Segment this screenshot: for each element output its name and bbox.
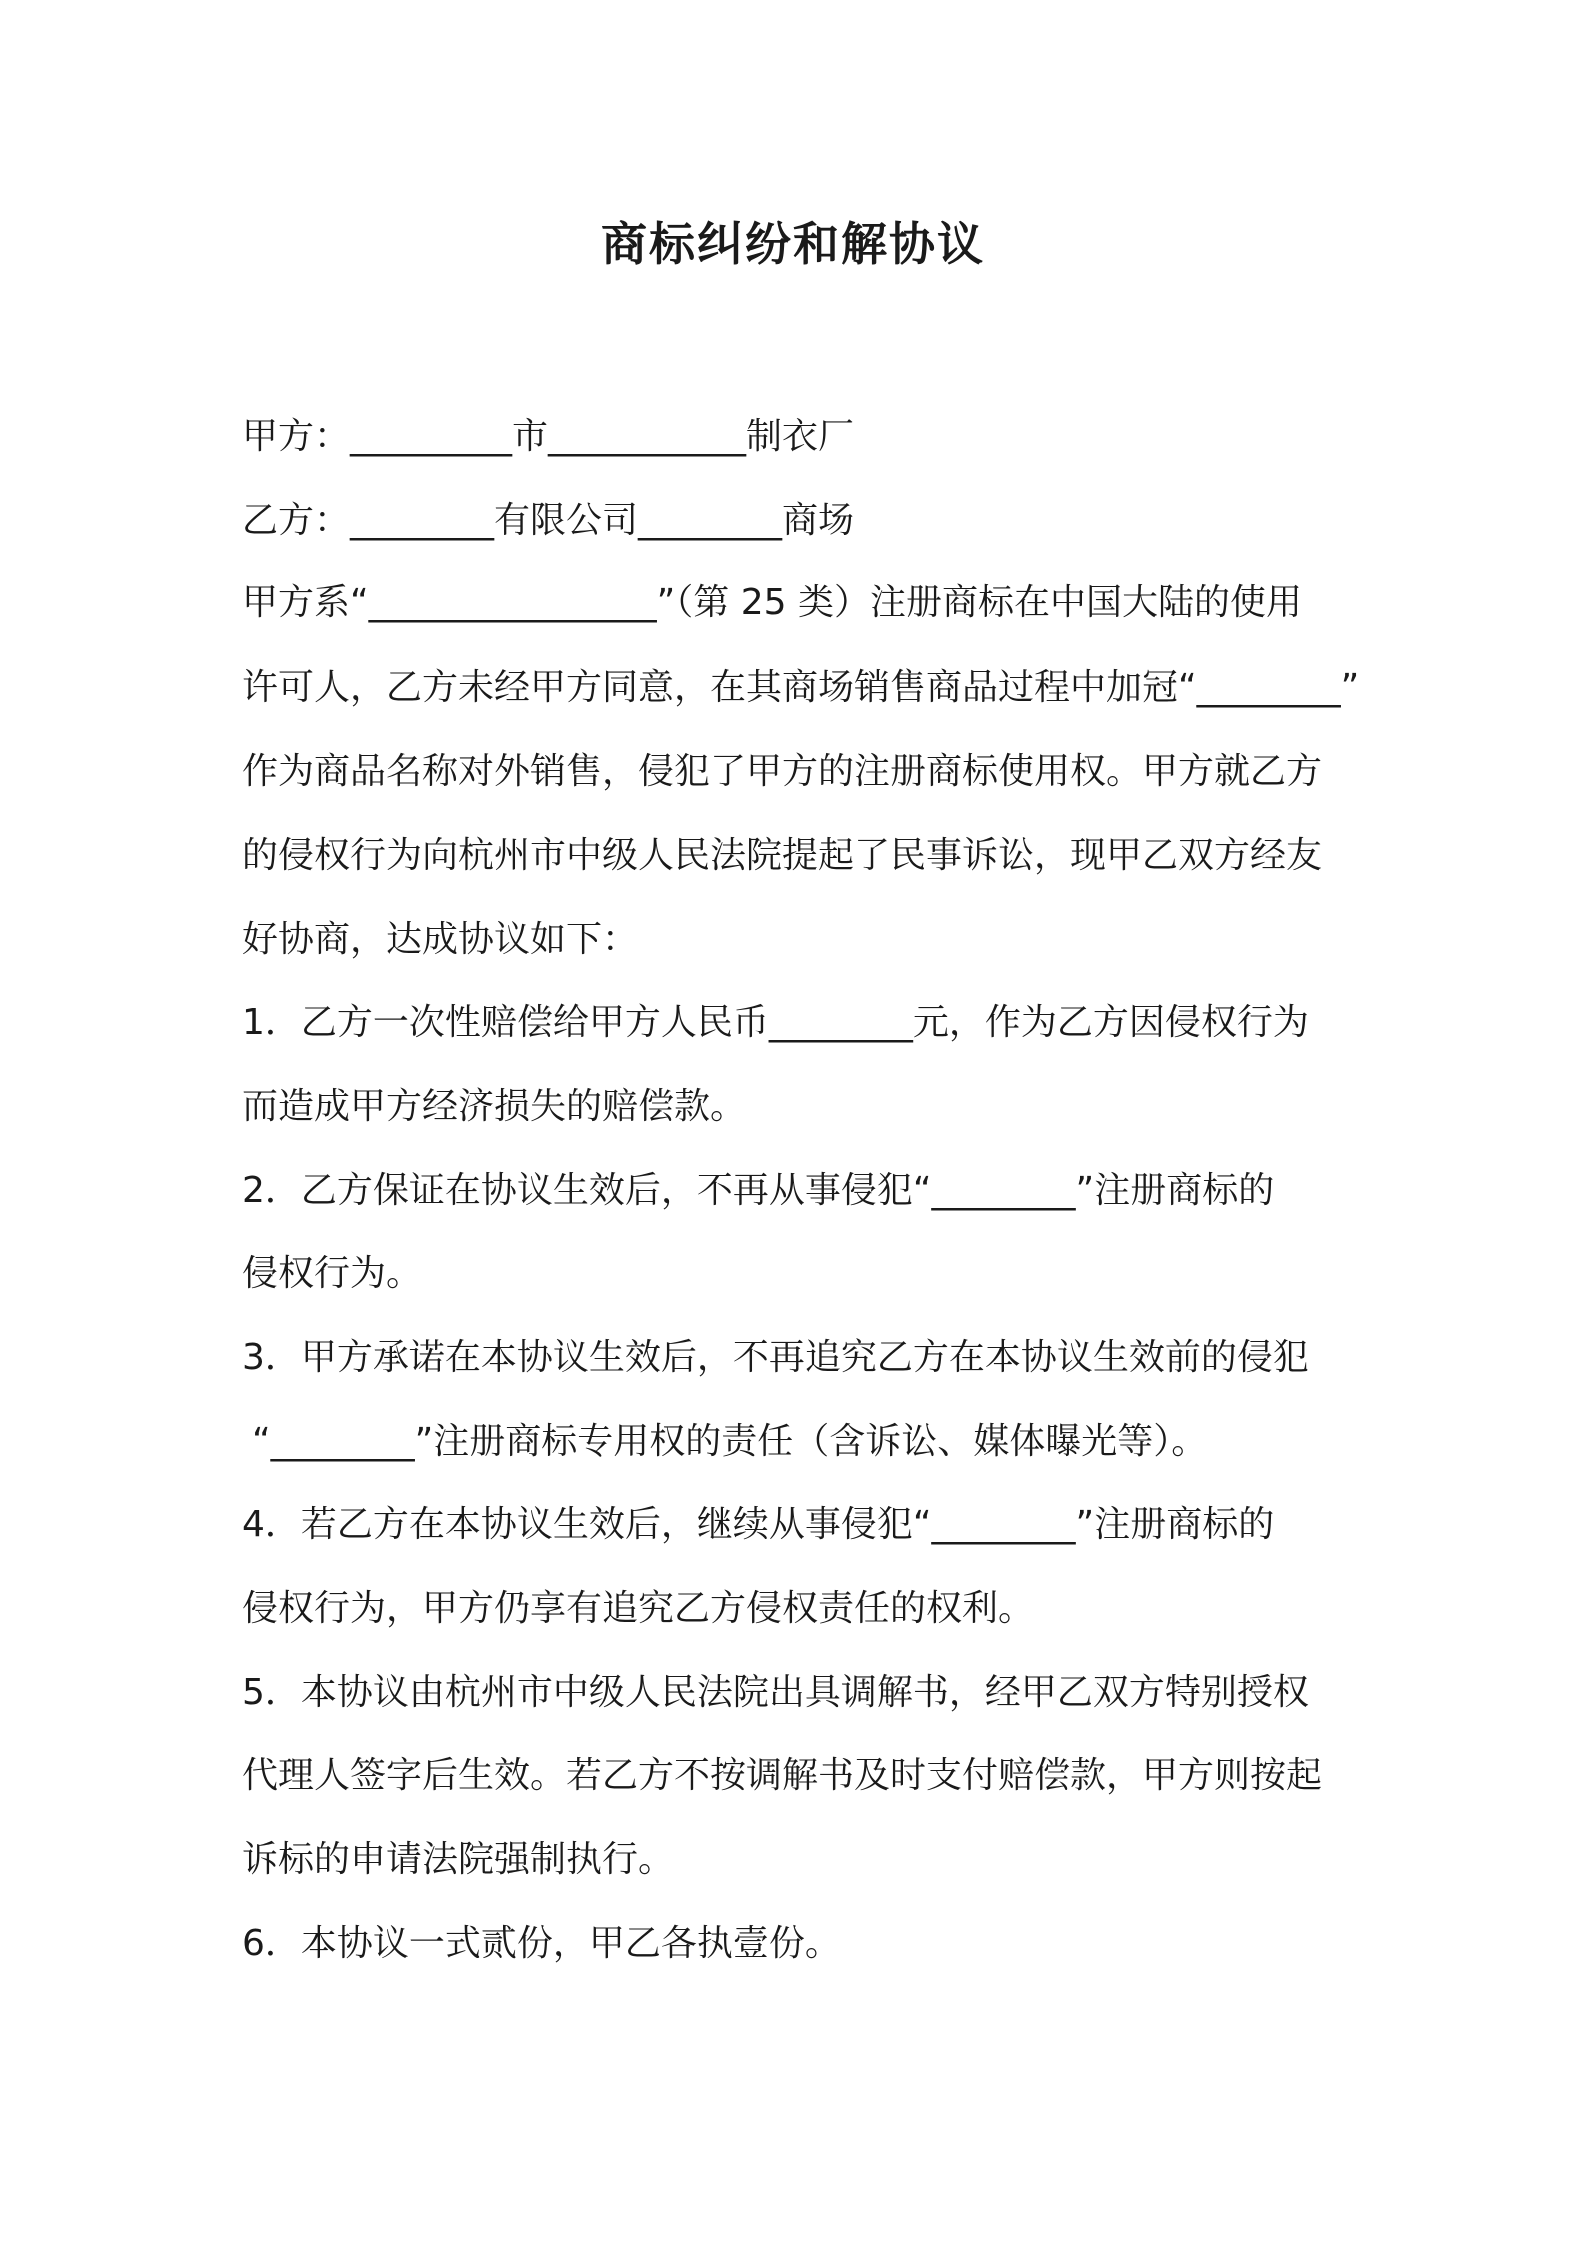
preamble-line: 好协商，达成协议如下： xyxy=(242,919,639,960)
clause-4-line: 侵权行为，甲方仍享有追究乙方侵权责任的权利。 xyxy=(242,1588,1035,1629)
clause-5-line: 5．本协议由杭州市中级人民法院出具调解书，经甲乙双方特别授权 xyxy=(242,1672,1309,1713)
clause-1-line: 而造成甲方经济损失的赔偿款。 xyxy=(242,1086,747,1127)
clause-1-line: 1．乙方一次性赔偿给甲方人民币________元，作为乙方因侵权行为 xyxy=(242,1002,1309,1043)
party-b-line: 乙方：________有限公司________商场 xyxy=(242,500,855,541)
clause-2-line: 侵权行为。 xyxy=(242,1253,423,1294)
document-title: 商标纠纷和解协议 xyxy=(601,217,985,271)
party-a-line: 甲方：_________市___________制衣厂 xyxy=(242,416,855,457)
clause-5-line: 诉标的申请法院强制执行。 xyxy=(242,1839,675,1880)
clause-5-line: 代理人签字后生效。若乙方不按调解书及时支付赔偿款，甲方则按起 xyxy=(242,1755,1323,1796)
preamble-line: 的侵权行为向杭州市中级人民法院提起了民事诉讼，现甲乙双方经友 xyxy=(242,835,1323,876)
clause-2-line: 2．乙方保证在协议生效后，不再从事侵犯“________”注册商标的 xyxy=(242,1170,1275,1211)
clause-6-line: 6．本协议一式贰份，甲乙各执壹份。 xyxy=(242,1923,841,1964)
clause-3-line: 3．甲方承诺在本协议生效后，不再追究乙方在本协议生效前的侵犯 xyxy=(242,1337,1309,1378)
clause-4-line: 4．若乙方在本协议生效后，继续从事侵犯“________”注册商标的 xyxy=(242,1504,1275,1545)
preamble-line: 作为商品名称对外销售，侵犯了甲方的注册商标使用权。甲方就乙方 xyxy=(242,751,1323,792)
preamble-line: 甲方系“________________”（第 25 类）注册商标在中国大陆的使用 xyxy=(242,582,1302,623)
preamble-line: 许可人，乙方未经甲方同意，在其商场销售商品过程中加冠“________” xyxy=(242,667,1360,708)
clause-3-line: “________”注册商标专用权的责任（含诉讼、媒体曝光等）。 xyxy=(252,1421,1208,1462)
